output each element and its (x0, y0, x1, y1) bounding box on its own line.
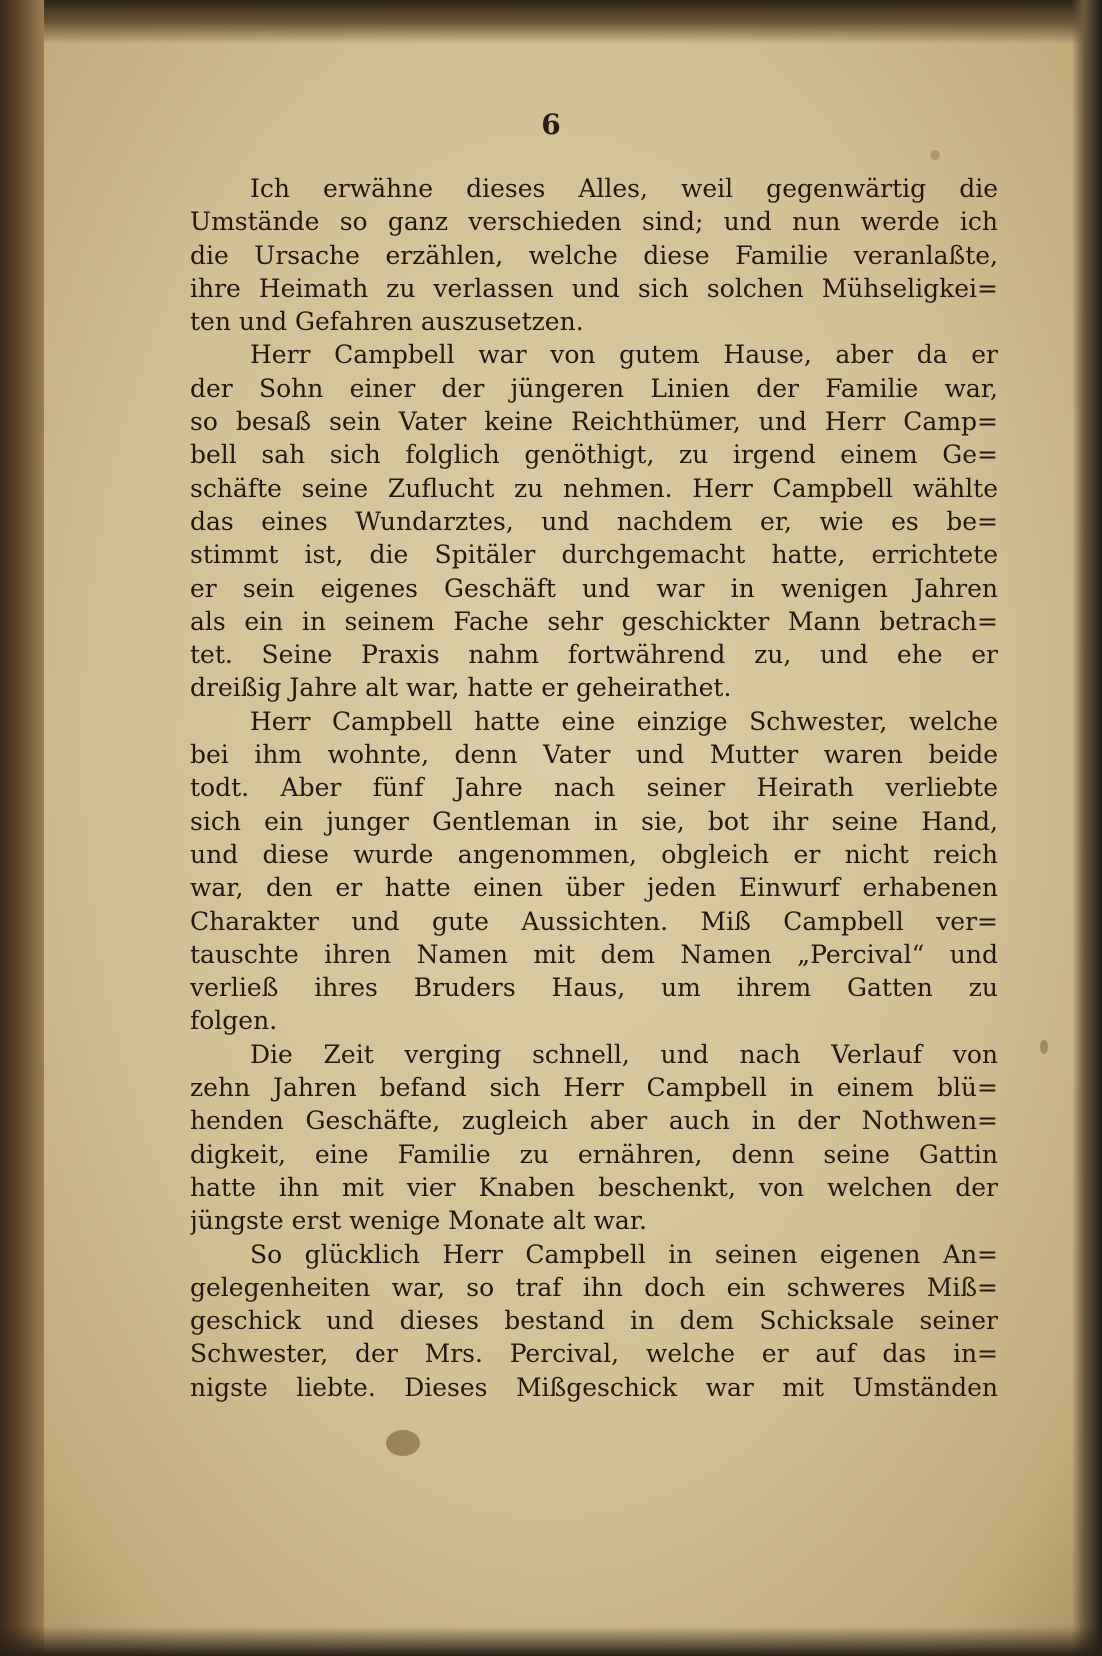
text-line: die Ursache erzählen, welche diese Familie veranlaßte, (190, 240, 998, 270)
text-line: Umstände so ganz verschieden sind; und nun werde ich (190, 207, 998, 237)
body-text (190, 172, 998, 1404)
text-line: todt. Aber fünf Jahre nach seiner Heirath verliebte (190, 773, 998, 803)
text-line: zehn Jahren befand sich Herr Campbell in einem blü= (190, 1073, 998, 1103)
text-line: so besaß sein Vater keine Reichthümer, und Herr Camp= (190, 407, 998, 437)
text-line: bell sah sich folglich genöthigt, zu irgend einem Ge= (190, 440, 998, 470)
text-line: henden Geschäfte, zugleich aber auch in der Nothwen= (190, 1106, 998, 1136)
text-line: dreißig Jahre alt war, hatte er geheirathet. (190, 673, 732, 703)
text-line: Die Zeit verging schnell, und nach Verlauf von (250, 1039, 998, 1069)
text-line: folgen. (190, 1006, 278, 1036)
text-line: digkeit, eine Familie zu ernähren, denn seine Gattin (190, 1139, 998, 1169)
text-line: nigste liebte. Dieses Mißgeschick war mit Umständen (190, 1372, 998, 1402)
text-line: tet. Seine Praxis nahm fortwährend zu, und ehe er (190, 640, 998, 670)
text-line: bei ihm wohnte, denn Vater und Mutter waren beide (190, 740, 998, 770)
text-line: und diese wurde angenommen, obgleich er nicht reich (190, 839, 998, 869)
text-line: Charakter und gute Aussichten. Miß Campbell ver= (190, 906, 998, 936)
text-line: der Sohn einer der jüngeren Linien der Familie war, (190, 373, 998, 403)
text-line: Ich erwähne dieses Alles, weil gegenwärtig die (250, 174, 998, 203)
page-edge-top (0, 0, 1102, 44)
text-line: geschick und dieses bestand in dem Schicksale seiner (190, 1306, 998, 1336)
paper-spot (930, 150, 940, 160)
text-line: Herr Campbell war von gutem Hause, aber da er (250, 340, 998, 370)
ink-stain (386, 1430, 420, 1456)
text-line: war, den er hatte einen über jeden Einwurf erhabenen (190, 873, 998, 903)
text-line: Herr Campbell hatte eine einzige Schwester, welche (250, 706, 998, 736)
text-line: schäfte seine Zuflucht zu nehmen. Herr Campbell wählte (190, 473, 998, 503)
text-line: Schwester, der Mrs. Percival, welche er auf das in= (190, 1339, 998, 1369)
text-line: verließ ihres Bruders Haus, um ihrem Gatten zu (190, 973, 998, 1003)
text-line: hatte ihn mit vier Knaben beschenkt, von welchen der (190, 1172, 998, 1202)
text-line: sich ein junger Gentleman in sie, bot ihr seine Hand, (190, 806, 998, 836)
text-line: So glücklich Herr Campbell in seinen eigenen An= (250, 1239, 998, 1269)
text-line: er sein eigenes Geschäft und war in wenigen Jahren (190, 573, 998, 603)
text-line: das eines Wundarztes, und nachdem er, wie es be= (190, 506, 998, 536)
page-edge-right (1072, 0, 1102, 1656)
text-line: ten und Gefahren auszusetzen. (190, 307, 584, 337)
text-line: ihre Heimath zu verlassen und sich solchen Mühseligkei= (190, 273, 998, 303)
text-line: jüngste erst wenige Monate alt war. (190, 1206, 647, 1236)
text-line: stimmt ist, die Spitäler durchgemacht hatte, errichtete (190, 540, 998, 570)
page-edge-bottom (0, 1626, 1102, 1656)
page-edge-left (0, 0, 44, 1656)
paper-spot (1040, 1040, 1048, 1054)
text-line: tauschte ihren Namen mit dem Namen „Percival“ und (190, 939, 998, 969)
text-line: gelegenheiten war, so traf ihn doch ein schweres Miß= (190, 1272, 998, 1302)
page-number: 6 (541, 108, 561, 141)
text-line: als ein in seinem Fache sehr geschickter Mann betrach= (190, 606, 998, 636)
